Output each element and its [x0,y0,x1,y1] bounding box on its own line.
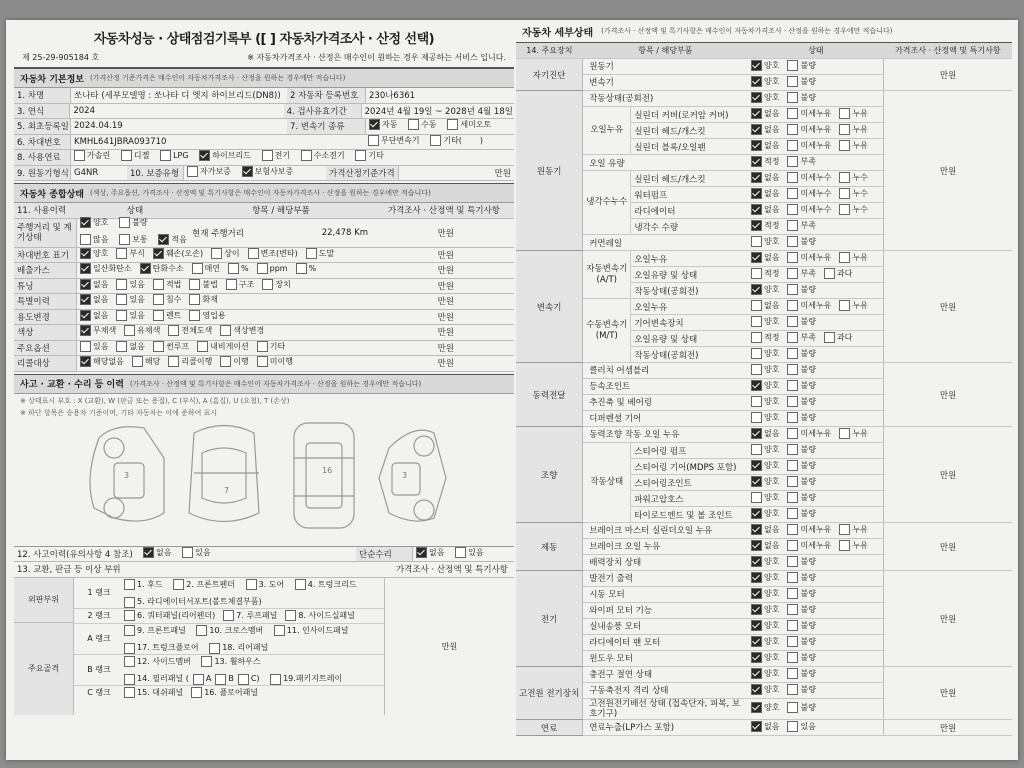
detail-table: 14. 주요장치 항목 / 해당부품 상태 가격조사 · 산정액 및 특기사항 자기진단 원동기 양호 불량 만원 변속기 양호 불량 원동기 작동상태(공회전) 양호 불량 만원 오일누유 실린더 커버(로커암 커버) 없음 미세누유 누유 실린더 헤드/개스킷 없음 미세누유 누유 실린더 블록/오일팬 없음 미세누유 누유 오일 유량 적정 부족 냉각수누수 실린더 헤드/개스킷 없음 미세누수 누수 워터펌프 없음 미세누수 누수 라디에이터 없음 미세누수 누수 냉각수 수량 적정 부족 커먼레일 양호 불량 변속기 자동변속기 (A/T) 오일누유 없음 미세누유 누유 만원 오일유량 및 상태 적정 부족 과다 작동상태(공회전) 양호 불량 수동변속기 (M/T) 오일누유 없음 미세누유 누유 기어변속장치 양호 불량 오일유량 및 상태 적정 부족 과다 작동상태(공회전) 양호 불량 동력전달 클러치 어셈블리 양호 불량 만원 등속조인트 양호 불량 추진축 및 베어링 양호 불량 디퍼렌셜 기어 양호 불량 조향 동력조향 작동 오일 누유 없음 미세누유 누유 만원 작동상태 스티어링 펌프 양호 불량 스티어링 기어(MDPS 포함) 양호 불량 스티어링조인트 양호 불량 파워고압호스 양호 불량 타이로드엔드 및 볼 조인트 양호 불량 제동 브레이크 마스터 실린더오일 누유 없음 미세누유 누유 만원 브레이크 오일 누유 없음 미세누유 누유 배력장치 상태 양호 불량 전기 발전기 출력 양호 불량 만원 시동 모터 양호 불량 와이퍼 모터 기능 양호 불량 실내송풍 모터 양호 불량 라디에이터 팬 모터 양호 불량 윈도우 모터 양호 불량 고전원 전기장치 충전구 절연 상태 양호 불량 만원 구동축전지 격리 상태 양호 불량 고전원전기배선 상태 (접속단자, 피복, 보호기구) 양호 불량 연료 연료누출(LP가스 포함) 없음 있음 만원 [516,43,1012,736]
detail-row: 시동 모터 양호 불량 [516,587,1012,603]
checkbox[interactable] [787,300,798,311]
checkbox[interactable] [80,325,91,336]
checkbox[interactable] [787,636,798,647]
checkbox[interactable] [80,294,91,305]
checkbox[interactable] [787,396,798,407]
checkbox[interactable] [787,668,798,679]
checkbox[interactable] [751,604,762,615]
checkbox[interactable] [751,588,762,599]
detail-row: 실린더 블록/오일팬 없음 미세누유 누유 [516,139,1012,155]
fuel-options: 가솔린 디젤 LPG 하이브리드 전기 수소전기 기타 [71,150,395,164]
checkbox[interactable] [80,217,91,228]
checkbox[interactable] [226,279,237,290]
checkbox[interactable] [80,263,91,274]
checkbox[interactable] [787,140,798,151]
checkbox[interactable] [787,428,798,439]
checkbox[interactable] [751,492,762,503]
price-cell: 만원 [884,363,1012,427]
detail-row: 구동축전지 격리 상태 양호 불량 [516,683,1012,699]
parts-table: 외판부위 주요골격 1 랭크 1. 후드 2. 프론트펜더 3. 도어 4. 트렁크리드 5. 라디에이터서포트(볼트체결부품) 2 랭크 6. 쿼터패널(리어펜더) 7. 루프패널 8. 사이드실패널 A 랭크 9. 프론트패널 10. 크로스멤버 11. 인사이드패널 17. 트렁크플로어 18. 리어패널 B 랭크 12. 사이드멤버 13. 휠하우스 14. 필러패널 ( A B C ) 19.패키지트레이 C 랭크 15. 대쉬패널 16. 플로어패널 만원 [14,578,514,715]
checkbox[interactable] [751,540,762,551]
checkbox[interactable] [751,76,762,87]
checkbox[interactable] [751,620,762,631]
first-reg-value: 2024.04.19 [74,121,123,132]
checkbox[interactable] [116,341,127,352]
checkbox[interactable] [751,92,762,103]
detail-row: 라디에이터 팬 모터 양호 불량 [516,635,1012,651]
checkbox[interactable] [787,476,798,487]
detail-row: 제동 브레이크 마스터 실린더오일 누유 없음 미세누유 누유 만원 [516,523,1012,539]
checkbox[interactable] [787,620,798,631]
detail-row: 배력장치 상태 양호 불량 [516,555,1012,571]
checkbox[interactable] [787,540,798,551]
reg-value: 230나6361 [369,91,416,102]
vin-label: 6. 차대번호 [14,135,71,150]
summary-row: 차대번호 표기 양호 부식 훼손(오손) 상이 변조(변타) 도말 만원 [14,248,514,264]
checkbox[interactable] [751,412,762,423]
checkbox[interactable] [80,356,91,367]
checkbox[interactable] [751,108,762,119]
checkbox[interactable] [751,460,762,471]
checkbox[interactable] [787,444,798,455]
checkbox[interactable] [220,325,231,336]
inspection-record-sheet [6,20,1018,760]
checkbox[interactable] [751,268,762,279]
checkbox[interactable] [787,252,798,263]
checkbox[interactable] [168,356,179,367]
checkbox[interactable] [751,220,762,231]
summary-rows [14,248,514,372]
summary-row: 리콜대상 해당없음 해당 리콜이행 이행 미이행 만원 [14,356,514,372]
car-diagram [14,418,514,547]
trans-options-2: 무단변속기 기타( ) [287,135,494,149]
checkbox[interactable] [189,279,200,290]
checkbox[interactable] [80,234,91,245]
checkbox[interactable] [369,119,380,130]
car-top-view [189,425,259,521]
checkbox[interactable] [787,684,798,695]
diagram-label-7: 7 [224,485,230,495]
checkbox[interactable] [121,150,132,161]
checkbox[interactable] [197,341,208,352]
summary-row: 배출가스 일산화탄소 탄화수소 매연 % ppm % 만원 [14,263,514,279]
checkbox[interactable] [306,248,317,259]
reg-label: 2 자동차 등록번호 [287,88,366,103]
checkbox[interactable] [153,248,164,259]
checkbox[interactable] [787,524,798,535]
group-label: 자기진단 [516,59,583,91]
checkbox[interactable] [751,124,762,135]
summary-header: 자동차 종합상태 (색상, 주요옵션, 가격조사 · 산정액 및 특기사항은 매수인이 자동차가격조사 · 산정을 원하는 경우에만 적습니다) [14,183,514,203]
detail-row: 자기진단 원동기 양호 불량 만원 [516,59,1012,75]
detail-row: 추진축 및 베어링 양호 불량 [516,395,1012,411]
checkbox[interactable] [430,135,441,146]
detail-row: 기어변속장치 양호 불량 [516,315,1012,331]
checkbox[interactable] [787,380,798,391]
checkbox[interactable] [80,279,91,290]
symbol-note: ※ 상태표시 부호 : X (교환), W (판금 또는 용접), C (부식), A (흠집), U (요철), T (손상) [20,396,290,405]
car-right-side-view [379,430,446,521]
detail-row: 라디에이터 없음 미세누수 누수 [516,203,1012,219]
group-label: 전기 [516,571,583,667]
checkbox[interactable] [408,119,419,130]
checkbox[interactable] [257,263,268,274]
mileage-label: 주행거리 및 계기상태 [14,219,77,247]
car-underbody-view [294,423,354,528]
checkbox[interactable] [787,702,798,713]
checkbox[interactable] [839,300,850,311]
group-label: 동력전달 [516,363,583,427]
detail-row: 디퍼렌셜 기어 양호 불량 [516,411,1012,427]
checkbox[interactable] [368,135,379,146]
diagram-label-3: 3 [124,470,130,480]
checkbox[interactable] [751,364,762,375]
checkbox[interactable] [220,356,231,367]
summary-row: 색상 무채색 유채색 전체도색 색상변경 만원 [14,325,514,341]
group-label: 제동 [516,523,583,571]
checkbox[interactable] [787,721,798,732]
group-label: 고전원 전기장치 [516,667,583,720]
checkbox[interactable] [242,166,253,177]
checkbox[interactable] [787,588,798,599]
checkbox[interactable] [787,348,798,359]
checkbox[interactable] [751,668,762,679]
detail-header: 자동차 세부상태 (가격조사 · 산정액 및 특기사항은 매수인이 자동차가격조사 · 산정을 원하는 경우에만 적습니다) [516,20,1012,43]
detail-row: 실린더 헤드/개스킷 없음 미세누유 누유 [516,123,1012,139]
detail-row: 워터펌프 없음 미세누수 누수 [516,187,1012,203]
document-title: 자동차성능 · 상태점검기록부 ([ ] 자동차가격조사 · 산정 선택) [93,32,435,47]
checkbox[interactable] [787,156,798,167]
detail-row: 동력전달 클러치 어셈블리 양호 불량 만원 [516,363,1012,379]
summary-row: 주요옵션 있음 없음 썬루프 내비게이션 기타 만원 [14,341,514,357]
checkbox[interactable] [787,204,798,215]
diagram-label-3b: 3 [402,470,408,480]
period-value: 2024년 4월 19일 ~ 2028년 4월 18일 [364,106,513,117]
symbol-note-2: ※ 하단 항목은 승용차 기준이며, 기타 자동차는 이에 준하여 표시 [20,408,218,417]
checkbox[interactable] [140,263,151,274]
checkbox[interactable] [751,652,762,663]
detail-row: 변속기 양호 불량 [516,75,1012,91]
checkbox[interactable] [124,325,135,336]
detail-row: 고전원전기배선 상태 (접속단자, 피복, 보호기구) 양호 불량 [516,699,1012,720]
checkbox[interactable] [839,524,850,535]
group-label: 원동기 [516,91,583,251]
checkbox[interactable] [153,310,164,321]
mileage-value: 22,478 Km [321,227,368,238]
detail-row: 냉각수누수 실린더 헤드/개스킷 없음 미세누수 누수 [516,171,1012,187]
detail-row: 스티어링 기어(MDPS 포함) 양호 불량 [516,459,1012,475]
checkbox[interactable] [751,252,762,263]
checkbox[interactable] [116,310,127,321]
checkbox[interactable] [116,248,127,259]
checkbox[interactable] [839,172,850,183]
summary-row: 튜닝 없음 있음 적법 불법 구조 장치 만원 [14,279,514,295]
price-cell: 만원 [884,91,1012,251]
checkbox[interactable] [839,124,850,135]
price-cell: 만원 [884,251,1012,363]
checkbox[interactable] [447,119,458,130]
checkbox[interactable] [751,702,762,713]
checkbox[interactable] [296,263,307,274]
checkbox[interactable] [839,108,850,119]
detail-row: 작동상태(공회전) 양호 불량 [516,283,1012,299]
checkbox[interactable] [187,166,198,177]
price-cell: 만원 [884,571,1012,667]
checkbox[interactable] [751,508,762,519]
checkbox[interactable] [119,234,130,245]
detail-row: 윈도우 모터 양호 불량 [516,651,1012,667]
checkbox[interactable] [751,332,762,343]
checkbox[interactable] [787,268,798,279]
checkbox[interactable] [416,547,427,558]
checkbox[interactable] [787,188,798,199]
year-label: 3. 연식 [14,104,70,119]
checkbox[interactable] [839,188,850,199]
checkbox[interactable] [751,444,762,455]
price-cell: 만원 [884,523,1012,571]
checkbox[interactable] [787,284,798,295]
checkbox[interactable] [751,156,762,167]
checkbox[interactable] [355,150,366,161]
detail-row: 변속기 자동변속기 (A/T) 오일누유 없음 미세누유 누유 만원 [516,251,1012,267]
checkbox[interactable] [74,150,85,161]
detail-row: 작동상태 스티어링 펌프 양호 불량 [516,443,1012,459]
checkbox[interactable] [80,310,91,321]
document-number: 제 25-29-905184 호 [22,53,100,62]
warranty-label: 10. 보증유형 [127,166,184,181]
checkbox[interactable] [751,428,762,439]
checkbox[interactable] [751,684,762,695]
checkbox[interactable] [189,294,200,305]
price-cell: 만원 [884,427,1012,523]
period-label: 4. 검사유효기간 [284,104,362,119]
checkbox[interactable] [751,556,762,567]
checkbox[interactable] [787,508,798,519]
price-cell: 만원 [884,59,1012,91]
detail-row: 조향 동력조향 작동 오일 누유 없음 미세누유 누유 만원 [516,427,1012,443]
checkbox[interactable] [839,252,850,263]
checkbox[interactable] [839,204,850,215]
group-label: 변속기 [516,251,583,363]
checkbox[interactable] [751,188,762,199]
checkbox[interactable] [153,294,164,305]
checkbox[interactable] [257,356,268,367]
accident-header: 사고 · 교환 · 수리 등 이력 (가격조사 · 산정액 및 특기사항은 매수인이 자동차가격조사 · 산정을 원하는 경우에만 적습니다) [14,374,514,394]
checkbox[interactable] [143,547,154,558]
checkbox[interactable] [153,341,164,352]
detail-row: 냉각수 수량 적정 부족 [516,219,1012,235]
checkbox[interactable] [751,172,762,183]
trans-label: 7. 변속기 종류 [287,119,366,134]
trans-options: 자동 수동 세미오토 [366,119,502,133]
checkbox[interactable] [787,572,798,583]
checkbox[interactable] [199,150,210,161]
group-label: 조향 [516,427,583,523]
detail-row: 타이로드엔드 및 볼 조인트 양호 불량 [516,507,1012,523]
checkbox[interactable] [839,428,850,439]
checkbox[interactable] [751,316,762,327]
checkbox[interactable] [189,310,200,321]
left-column: 자동차성능 · 상태점검기록부 ([ ] 자동차가격조사 · 산정 선택) 제 25-29-905184 호 ※ 자동차가격조사 · 산정은 매수인이 원하는 경우 제공하는 서비스 입니다. 자동차 기본정보 (가격산정 기준가격은 매수인이 자동차가격조사 · 산정을 원하는 경우에만 적습니다) 1. 차명 쏘나타 (세부모델명 : 쏘나타 디 엣지 하이브리드(DN8)) 2 자동차 등록번호 230나6361 3. 연식 2024 4. 검사유효기간 2024년 4월 19일 ~ 2028년 4월 18일 5. 최초등록일 2024.04.19 7. 변속기 종류 자동 수동 세미오토 6. 차대번호 KMHL641JBRA093710 무단변속기 기타( ) 8. 사용연료 가솔린 디젤 LPG 하이브리드 전기 수소전기 기타 9. 원동기형식 G4NR 10. 보증유형 자가보증 보험사보증 가격산정기준가격 만원 자동차 종합상태 (색상, 주요옵션, 가격조사 · 산정액 및 특기사항은 매수인이 자동차가격조사 · 산정을 원하는 경우에만 적습니다) 11. 사용이력 상태 항목 / 해당부품 가격조사 · 산정액 및 특기사항 주행거리 및 계기상태 양호 불량 많음 보통 적음 현재 주행거리 22,478 Km 만원 차대번호 표기 양호 부식 훼손(오손) 상이 변조(변타) 도말 만원 배출가스 일산화탄소 탄화수소 매연 % ppm % 만원 튜닝 없음 있음 적법 불법 구조 장치 만원 특별이력 없음 있음 침수 화재 만원 용도변경 없음 있음 렌트 영업용 만원 색상 무채색 유채색 전체도색 색상변경 만원 주요옵션 있음 없음 썬루프 내비게이션 기타 만원 리콜대상 해당없음 해당 리콜이행 이행 미이행 만원 사고 · 교환 · 수리 등 이력 (가격조사 · 산정액 및 특기사항은 매수인이 자동차가격조사 · 산정을 원하는 경우에만 적습니다) ※ 상태표시 부호 : X (교환), W (판금 또는 용접), C (부식), A (흠집), U (요철), T (손상) ※ 하단 항목은 승용차 기준이며, 기타 자동차는 이에 준하여 표시 3 7 16 3 12. 사고이력(유의사항 4 참조) 없음 있음 단순수리 없음 있음 13. 교환, 판금 등 이상 부위 가격조사 · 산정액 및 특기사항 외판부위 주요골격 1 랭크 1. 후드 2. 프론트펜더 3. 도어 4. 트렁크리드 5. 라디에이터서포트(볼트체결부품) 2 랭크 6. 쿼터패널(리어펜더) 7. 루프패널 8. 사이드실패널 A 랭크 9. 프론트패널 10. 크로스멤버 11. 인사이드패널 17. 트렁크플로어 18. 리어패널 B 랭크 12. 사이드멤버 13. 휠하우스 14. 필러패널 ( A B C ) 19.패키지트레이 C 랭크 15. 대쉬패널 16. 플로어패널 만원 [14,20,514,715]
checkbox[interactable] [787,172,798,183]
checkbox[interactable] [751,380,762,391]
detail-row: 오일유량 및 상태 적정 부족 과다 [516,331,1012,347]
detail-row: 전기 발전기 출력 양호 불량 만원 [516,571,1012,587]
checkbox[interactable] [839,540,850,551]
basic-info-header: 자동차 기본정보 (가격산정 기준가격은 매수인이 자동차가격조사 · 산정을 원하는 경우에만 적습니다) [14,68,514,88]
checkbox[interactable] [751,60,762,71]
checkbox[interactable] [751,524,762,535]
diagram-label-16: 16 [322,465,333,475]
engine-value: G4NR [74,167,99,178]
checkbox[interactable] [751,284,762,295]
price-std-value: 만원 [494,168,511,179]
engine-label: 9. 원동기형식 [14,166,71,181]
checkbox[interactable] [257,341,268,352]
model-value: 쏘나타 (세부모델명 : 쏘나타 디 엣지 하이브리드(DN8)) [74,91,281,102]
checkbox[interactable] [787,316,798,327]
checkbox[interactable] [228,263,239,274]
detail-row: 오일 유량 적정 부족 [516,155,1012,171]
checkbox[interactable] [787,108,798,119]
detail-row: 와이퍼 모터 기능 양호 불량 [516,603,1012,619]
checkbox[interactable] [787,460,798,471]
detail-row: 연료 연료누출(LP가스 포함) 없음 있음 만원 [516,720,1012,736]
detail-row: 커먼레일 양호 불량 [516,235,1012,251]
checkbox[interactable] [116,279,127,290]
summary-row: 특별이력 없음 있음 침수 화재 만원 [14,294,514,310]
checkbox[interactable] [132,356,143,367]
price-cell: 만원 [884,667,1012,720]
checkbox[interactable] [751,236,762,247]
price-cell: 만원 [884,720,1012,736]
checkbox[interactable] [787,556,798,567]
checkbox[interactable] [248,248,259,259]
first-reg-label: 5. 최초등록일 [14,119,71,134]
detail-row: 파워고압호스 양호 불량 [516,491,1012,507]
detail-row: 실내송풍 모터 양호 불량 [516,619,1012,635]
checkbox[interactable] [751,396,762,407]
checkbox[interactable] [751,300,762,311]
checkbox[interactable] [839,140,850,151]
vin-value: KMHL641JBRA093710 [74,136,167,147]
checkbox[interactable] [787,492,798,503]
price-std-label: 가격산정기준가격 [326,166,399,181]
summary-row: 용도변경 없음 있음 렌트 영업용 만원 [14,310,514,326]
checkbox[interactable] [787,60,798,71]
checkbox[interactable] [211,248,222,259]
checkbox[interactable] [80,248,91,259]
fuel-label: 8. 사용연료 [14,150,71,165]
checkbox[interactable] [153,279,164,290]
detail-row: 원동기 작동상태(공회전) 양호 불량 만원 [516,91,1012,107]
year-value: 2024 [73,105,95,116]
checkbox[interactable] [751,721,762,732]
detail-row: 수동변속기 (M/T) 오일누유 없음 미세누유 누유 [516,299,1012,315]
group-label: 연료 [516,720,583,736]
checkbox[interactable] [751,348,762,359]
detail-row: 브레이크 오일 누유 없음 미세누유 누유 [516,539,1012,555]
checkbox[interactable] [160,150,171,161]
checkbox[interactable] [751,476,762,487]
checkbox[interactable] [182,547,193,558]
detail-row: 작동상태(공회전) 양호 불량 [516,347,1012,363]
checkbox[interactable] [158,234,169,245]
checkbox[interactable] [119,217,130,228]
detail-row: 등속조인트 양호 불량 [516,379,1012,395]
checkbox[interactable] [751,140,762,151]
checkbox[interactable] [787,92,798,103]
checkbox[interactable] [787,220,798,231]
checkbox[interactable] [455,547,466,558]
checkbox[interactable] [787,412,798,423]
checkbox[interactable] [262,150,273,161]
checkbox[interactable] [80,341,91,352]
checkbox[interactable] [168,325,179,336]
checkbox[interactable] [262,279,273,290]
checkbox[interactable] [787,236,798,247]
checkbox[interactable] [787,332,798,343]
model-label: 1. 차명 [14,88,71,103]
checkbox[interactable] [751,636,762,647]
checkbox[interactable] [787,652,798,663]
service-note: ※ 자동차가격조사 · 산정은 매수인이 원하는 경우 제공하는 서비스 입니다. [247,53,506,62]
detail-row: 오일누유 실린더 커버(로커암 커버) 없음 미세누유 누유 [516,107,1012,123]
checkbox[interactable] [787,604,798,615]
detail-row: 스티어링조인트 양호 불량 [516,475,1012,491]
right-column [516,20,1012,736]
checkbox[interactable] [751,572,762,583]
checkbox[interactable] [751,204,762,215]
checkbox[interactable] [787,364,798,375]
checkbox[interactable] [192,263,203,274]
car-outline-diagram [14,418,514,536]
checkbox[interactable] [824,268,835,279]
checkbox[interactable] [301,150,312,161]
checkbox[interactable] [787,124,798,135]
checkbox[interactable] [116,294,127,305]
checkbox[interactable] [824,332,835,343]
detail-row: 오일유량 및 상태 적정 부족 과다 [516,267,1012,283]
checkbox[interactable] [787,76,798,87]
detail-row: 고전원 전기장치 충전구 절연 상태 양호 불량 만원 [516,667,1012,683]
